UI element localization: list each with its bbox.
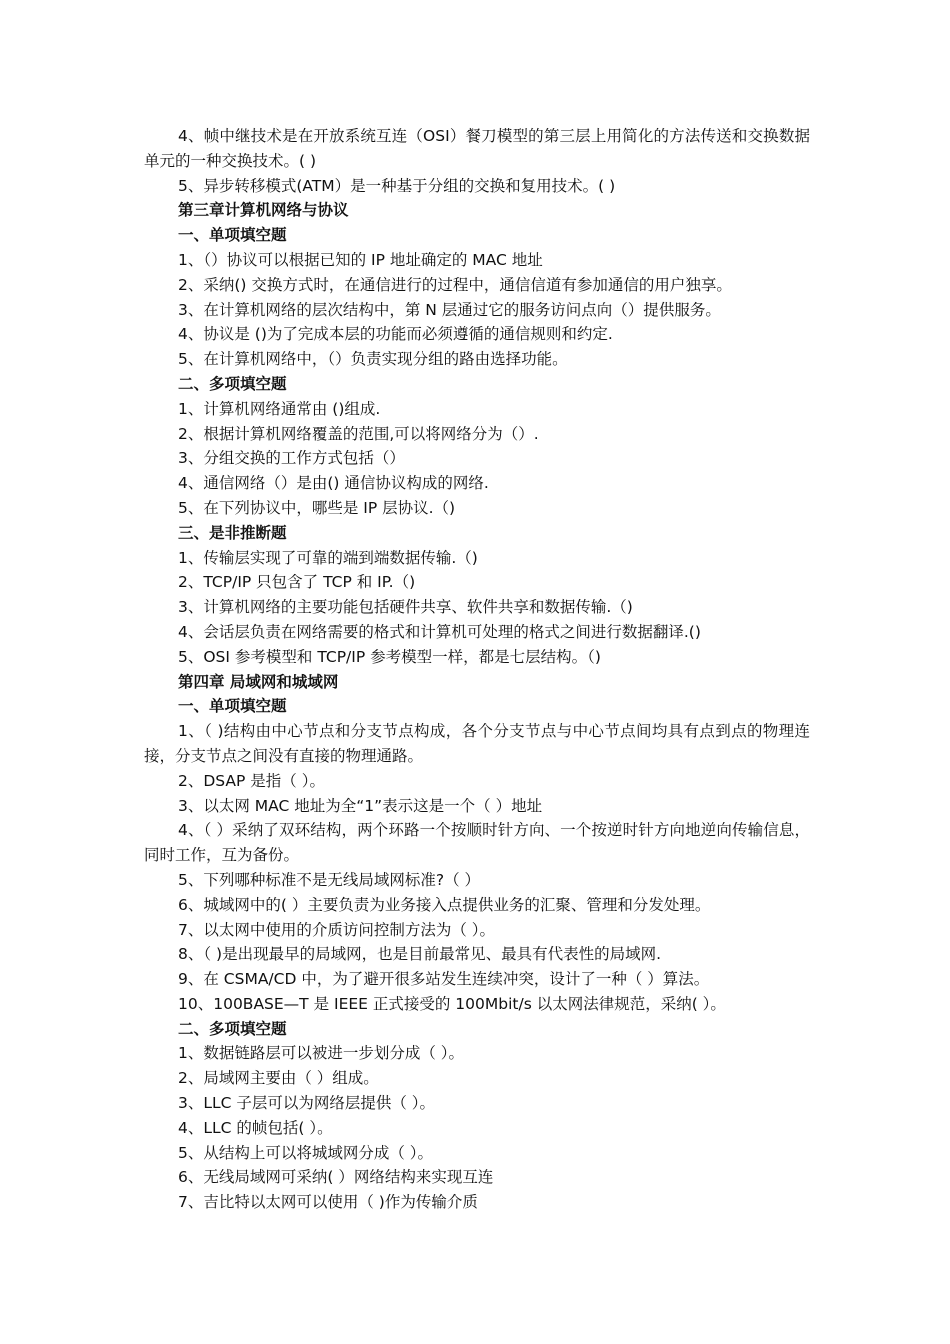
- section-heading: 一、单项填空题: [178, 226, 287, 245]
- question-item: 4、LLC 的帧包括( ）。: [178, 1118, 333, 1137]
- question-item: 3、分组交换的工作方式包括（）: [178, 449, 405, 468]
- question-item: 4、协议是 ()为了完成本层的功能而必须遵循的通信规则和约定.: [178, 325, 613, 344]
- question-item: 5、从结构上可以将城域网分成（ ）。: [178, 1143, 434, 1162]
- question-item: 2、局域网主要由（ ）组成。: [178, 1069, 379, 1088]
- question-item: 8、（ )是出现最早的局域网，也是目前最常见、最具有代表性的局域网.: [178, 945, 662, 964]
- chapter-heading: 第四章 局域网和城域网: [178, 672, 339, 691]
- document-body: [144, 124, 810, 1215]
- question-item: 1、（）协议可以根据已知的 IP 地址确定的 MAC 地址: [178, 250, 543, 269]
- section-heading: 二、多项填空题: [178, 374, 287, 393]
- question-item: 5、在下列协议中，哪些是 IP 层协议.（): [178, 498, 456, 517]
- question-item: 7、以太网中使用的介质访问控制方法为（ ）。: [178, 920, 496, 939]
- question-item: 1、数据链路层可以被进一步划分成（ ）。: [178, 1044, 465, 1063]
- question-item: 3、以太网 MAC 地址为全“1”表示这是一个（ ）地址: [178, 796, 543, 815]
- question-item: 4、通信网络（）是由() 通信协议构成的网络.: [178, 474, 489, 493]
- question-item: 2、TCP/IP 只包含了 TCP 和 IP.（): [178, 573, 416, 592]
- question-item: 9、在 CSMA/CD 中，为了避开很多站发生连续冲突，设计了一种（ ）算法。: [178, 970, 710, 989]
- section-heading: 一、单项填空题: [178, 697, 287, 716]
- question-item: 5、OSI 参考模型和 TCP/IP 参考模型一样，都是七层结构。（): [178, 647, 601, 666]
- question-item: 2、采纳() 交换方式时，在通信进行的过程中，通信信道有参加通信的用户独享。: [178, 275, 732, 294]
- question-item: 4、会话层负责在网络需要的格式和计算机可处理的格式之间进行数据翻译.(): [178, 622, 701, 641]
- question-item: 5、下列哪种标准不是无线局域网标准?（ ）: [178, 870, 481, 889]
- question-item: 2、根据计算机网络覆盖的范围,可以将网络分为（）.: [178, 424, 539, 443]
- question-item: 3、LLC 子层可以为网络层提供（ ）。: [178, 1094, 436, 1113]
- question-item: 6、城域网中的( ）主要负责为业务接入点提供业务的汇聚、管理和分发处理。: [178, 895, 711, 914]
- question-paragraph: 4、（ ）采纳了双环结构，两个环路一个按顺时针方向、一个按逆时针方向地逆向传输信息，同时工作，互为备份。: [144, 821, 810, 865]
- question-item: 3、在计算机网络的层次结构中，第 N 层通过它的服务访问点向（）提供服务。: [178, 300, 721, 319]
- question-item: 10、100BASE—T 是 IEEE 正式接受的 100Mbit/s 以太网法律规范，采纳( ）。: [178, 994, 726, 1013]
- question-item: 5、异步转移模式(ATM）是一种基于分组的交换和复用技术。( ): [178, 176, 616, 195]
- question-item: 5、在计算机网络中，（）负责实现分组的路由选择功能。: [178, 350, 568, 369]
- question-paragraph: 4、帧中继技术是在开放系统互连（OSI）餐刀模型的第三层上用简化的方法传送和交换数据单元的一种交换技术。( ): [144, 127, 810, 170]
- section-heading: 三、是非推断题: [178, 523, 287, 542]
- chapter-heading: 第三章计算机网络与协议: [178, 201, 349, 220]
- question-item: 1、计算机网络通常由 ()组成.: [178, 399, 381, 418]
- question-item: 1、传输层实现了可靠的端到端数据传输.（): [178, 548, 478, 567]
- section-heading: 二、多项填空题: [178, 1019, 287, 1038]
- question-item: 6、无线局域网可采纳( ）网络结构来实现互连: [178, 1168, 494, 1187]
- question-item: 3、计算机网络的主要功能包括硬件共享、软件共享和数据传输.（): [178, 598, 633, 617]
- question-item: 2、DSAP 是指（ ）。: [178, 771, 325, 790]
- question-paragraph: 1、（ )结构由中心节点和分支节点构成，各个分支节点与中心节点间均具有点到点的物理连接，分支节点之间没有直接的物理通路。: [144, 722, 810, 765]
- question-item: 7、吉比特以太网可以使用（ )作为传输介质: [178, 1193, 478, 1212]
